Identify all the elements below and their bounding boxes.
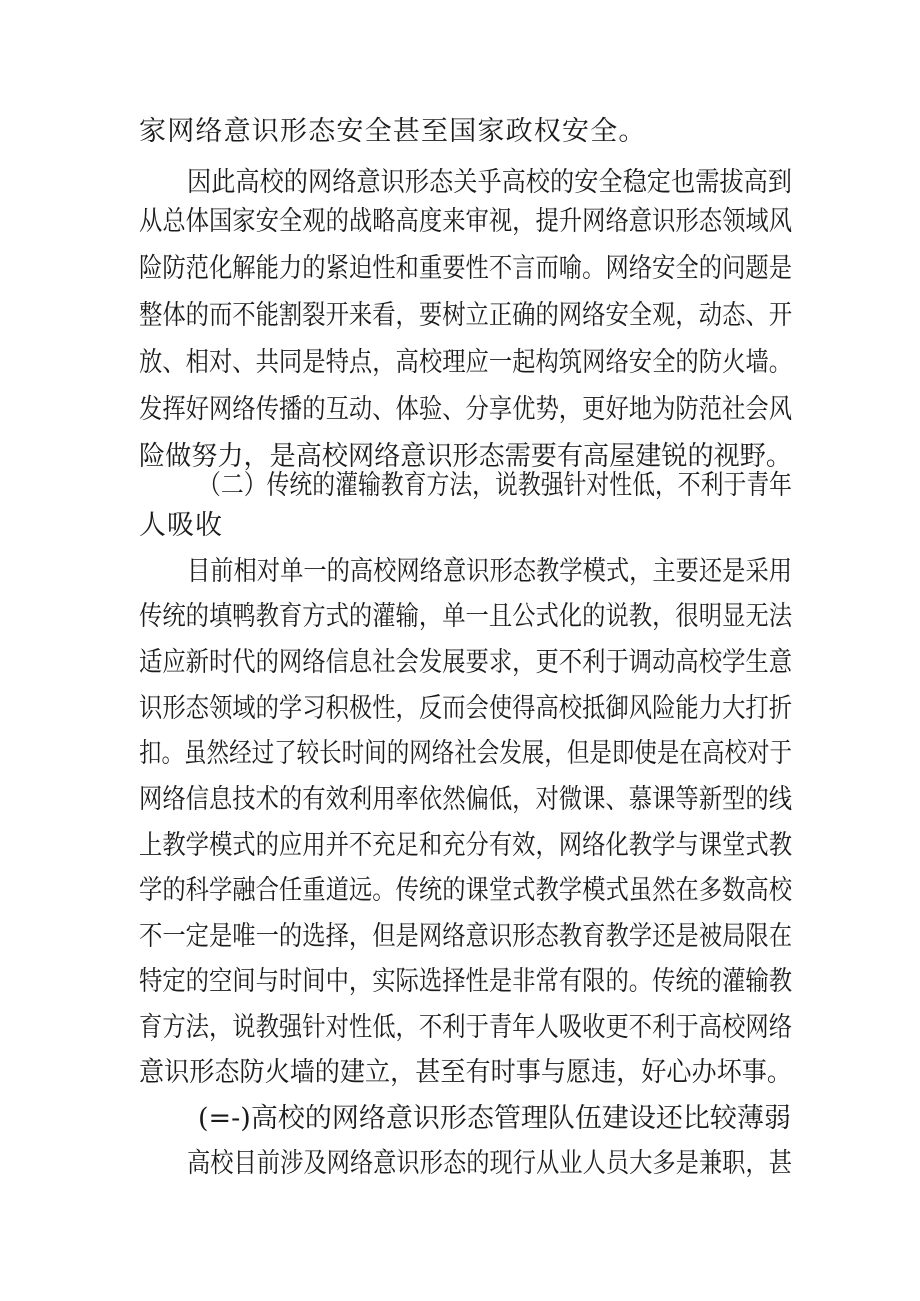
text-line: 识形态领域的学习积极性，反而会使得高校抵御风险能力大打折: [139, 693, 793, 724]
text-line: 放、相对、共同是特点，高校理应一起构筑网络安全的防火墙。: [139, 347, 793, 378]
text-line: 上教学模式的应用并不充足和充分有效，网络化教学与课堂式教: [139, 830, 793, 861]
text-line: 从总体国家安全观的战略高度来审视，提升网络意识形态领域风: [139, 206, 793, 237]
text-line: 因此高校的网络意识形态关乎高校的安全稳定也需拔高到: [187, 167, 793, 198]
section-heading-2-line: （二）传统的灌输教育方法，说教强针对性低，不利于青年: [198, 470, 793, 501]
text-line: 网络信息技术的有效利用率依然偏低，对微课、慕课等新型的线: [139, 784, 793, 815]
text-line: 目前相对单一的高校网络意识形态教学模式，主要还是采用: [187, 556, 792, 587]
text-line: 扣。虽然经过了较长时间的网络社会发展，但是即使是在高校对于: [139, 738, 793, 769]
text-line: 育方法，说教强针对性低，不利于青年人吸收更不利于高校网络: [139, 1012, 793, 1043]
text-line: 特定的空间与时间中，实际选择性是非常有限的。传统的灌输教: [139, 966, 793, 997]
text-line: 适应新时代的网络信息社会发展要求，更不利于调动高校学生意: [139, 647, 793, 678]
text-line: 发挥好网络传播的互动、体验、分享优势，更好地为防范社会风: [139, 394, 793, 425]
text-line: 整体的而不能割裂开来看，要树立正确的网络安全观，动态、开: [139, 300, 793, 331]
text-line: 险做努力，是高校网络意识形态需要有高屋建锐的视野。: [139, 441, 792, 472]
text-line: 高校目前涉及网络意识形态的现行从业人员大多是兼职，甚: [187, 1148, 792, 1179]
text-line: 险防范化解能力的紧迫性和重要性不言而喻。网络安全的问题是: [139, 253, 793, 284]
text-line: 不一定是唯一的选择，但是网络意识形态教育教学还是被局限在: [139, 921, 793, 952]
text-line: 传统的填鸭教育方式的灌输，单一且公式化的说教，很明显无法: [139, 601, 793, 632]
text-line: 学的科学融合任重道远。传统的课堂式教学模式虽然在多数高校: [139, 875, 793, 906]
section-heading-3-line: (=-)高校的网络意识形态管理队伍建设还比较薄弱: [198, 1103, 791, 1134]
text-line: 家网络意识形态安全甚至国家政权安全。: [139, 116, 647, 147]
section-heading-2-continuation: 人吸收: [139, 510, 223, 541]
text-line: 意识形态防火墙的建立，甚至有时事与愿违，好心办坏事。: [139, 1057, 793, 1088]
